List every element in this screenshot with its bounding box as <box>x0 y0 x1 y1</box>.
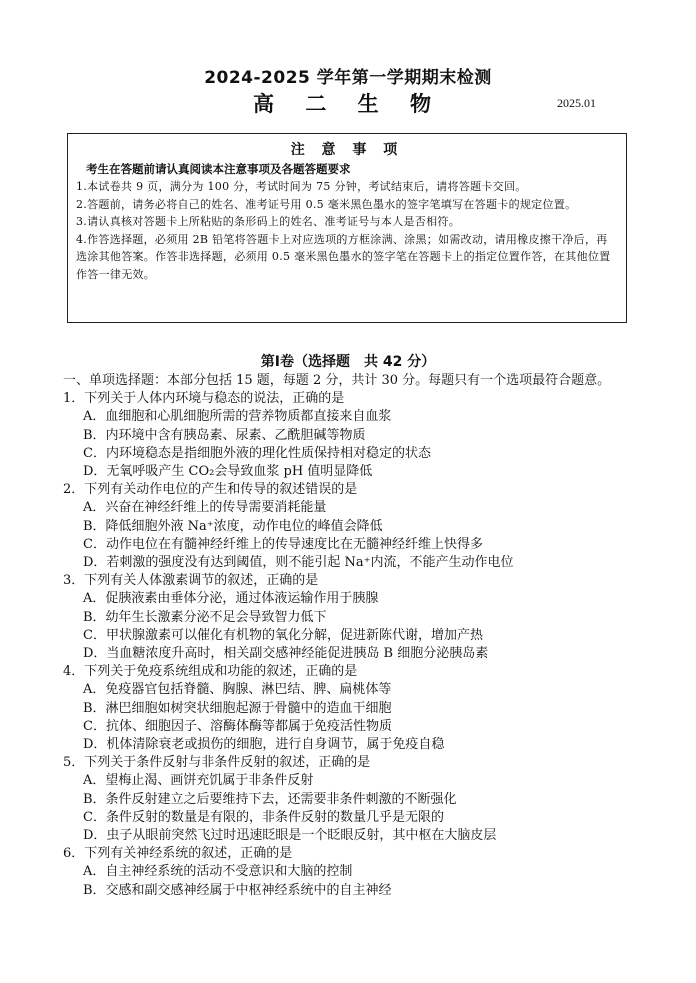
question-option: A．免疫器官包括脊髓、胸腺、淋巴结、脾、扁桃体等 <box>83 682 392 698</box>
exam-title: 2024-2025 学年第一学期期末检测 <box>204 68 492 88</box>
question-option: D．机体清除衰老或损伤的细胞，进行自身调节，属于免疫自稳 <box>83 737 445 753</box>
question-option: C．甲状腺激素可以催化有机物的氧化分解，促进新陈代谢，增加产热 <box>83 627 483 643</box>
section-heading: 第Ⅰ卷（选择题 共 42 分） <box>260 354 436 370</box>
question-option: B．交感和副交感神经属于中枢神经系统中的自主神经 <box>83 882 392 898</box>
question-stem: 6．下列有关神经系统的叙述，正确的是 <box>63 846 293 862</box>
question-stem: 1．下列关于人体内环境与稳态的说法，正确的是 <box>63 391 345 407</box>
question-stem: 5．下列关于条件反射与非条件反射的叙述，正确的是 <box>63 755 371 771</box>
question-option: C．动作电位在有髓神经纤维上的传导速度比在无髓神经纤维上快得多 <box>83 536 483 552</box>
notice-title: 注 意 事 项 <box>290 142 404 158</box>
question-option: C．内环境稳态是指细胞外液的理化性质保持相对稳定的状态 <box>83 445 431 461</box>
question-option: C．抗体、细胞因子、溶酶体酶等都属于免疫活性物质 <box>83 718 392 734</box>
question-option: D．无氧呼吸产生 CO₂会导致血浆 pH 值明显降低 <box>83 464 373 480</box>
question-option: A．望梅止渴、画饼充饥属于非条件反射 <box>83 773 314 789</box>
question-option: B．降低细胞外液 Na⁺浓度，动作电位的峰值会降低 <box>83 518 383 534</box>
notice-intro: 考生在答题前请认真阅读本注意事项及各题答题要求 <box>86 162 351 176</box>
notice-box <box>67 133 627 323</box>
question-option: A．兴奋在神经纤维上的传导需要消耗能量 <box>83 500 327 516</box>
exam-date: 2025.01 <box>557 96 596 110</box>
question-option: B．条件反射建立之后要维持下去，还需要非条件刺激的不断强化 <box>83 791 457 807</box>
notice-item-2: 2.答题前，请务必将自己的姓名、准考证号用 0.5 毫米黑色墨水的签字笔填写在答题卡的规定位置。 <box>76 197 577 211</box>
question-stem: 2．下列有关动作电位的产生和传导的叙述错误的是 <box>63 482 358 498</box>
question-option: D．虫子从眼前突然飞过时迅速眨眼是一个眨眼反射，其中枢在大脑皮层 <box>83 828 497 844</box>
question-option: B．内环境中含有胰岛素、尿素、乙酰胆碱等物质 <box>83 427 366 443</box>
question-option: B．淋巴细胞如树突状细胞起源于骨髓中的造血干细胞 <box>83 700 392 716</box>
question-option: B．幼年生长激素分泌不足会导致智力低下 <box>83 609 327 625</box>
question-stem: 4．下列关于免疫系统组成和功能的叙述，正确的是 <box>63 664 358 680</box>
question-option: D．当血糖浓度升高时，相关副交感神经能促进胰岛 B 细胞分泌胰岛素 <box>83 646 489 662</box>
section-instruction: 一、单项选择题：本部分包括 15 题，每题 2 分，共计 30 分。每题只有一个选项最符合题意。 <box>63 373 611 388</box>
question-list <box>63 372 638 900</box>
exam-subject: 高 二 生 物 <box>253 92 443 116</box>
question-option: C．条件反射的数量是有限的，非条件反射的数量几乎是无限的 <box>83 809 444 825</box>
question-option: A．血细胞和心肌细胞所需的营养物质都直接来自血浆 <box>83 409 392 425</box>
notice-item-3: 3.请认真核对答题卡上所粘贴的条形码上的姓名、准考证号与本人是否相符。 <box>76 215 460 228</box>
notice-item-1: 1.本试卷共 9 页，满分为 100 分，考试时间为 75 分钟，考试结束后，请将答题卡交回。 <box>76 180 527 193</box>
question-stem: 3．下列有关人体激素调节的叙述，正确的是 <box>63 573 319 589</box>
question-option: D．若刺激的强度没有达到阈值，则不能引起 Na⁺内流，不能产生动作电位 <box>83 555 514 571</box>
question-option: A．自主神经系统的活动不受意识和大脑的控制 <box>83 864 353 880</box>
notice-item-4: 4.作答选择题，必须用 2B 铅笔将答题卡上对应选项的方框涂满、涂黑；如需改动，请用橡皮擦干净后，再选涂其他答案。作答非选择题，必须用 0.5 毫米黑色墨水的签字笔在答题卡上的指定位置作答，在其他位置作答一律无效。 <box>76 232 611 281</box>
question-option: A．促胰液素由垂体分泌，通过体液运输作用于胰腺 <box>83 591 379 607</box>
